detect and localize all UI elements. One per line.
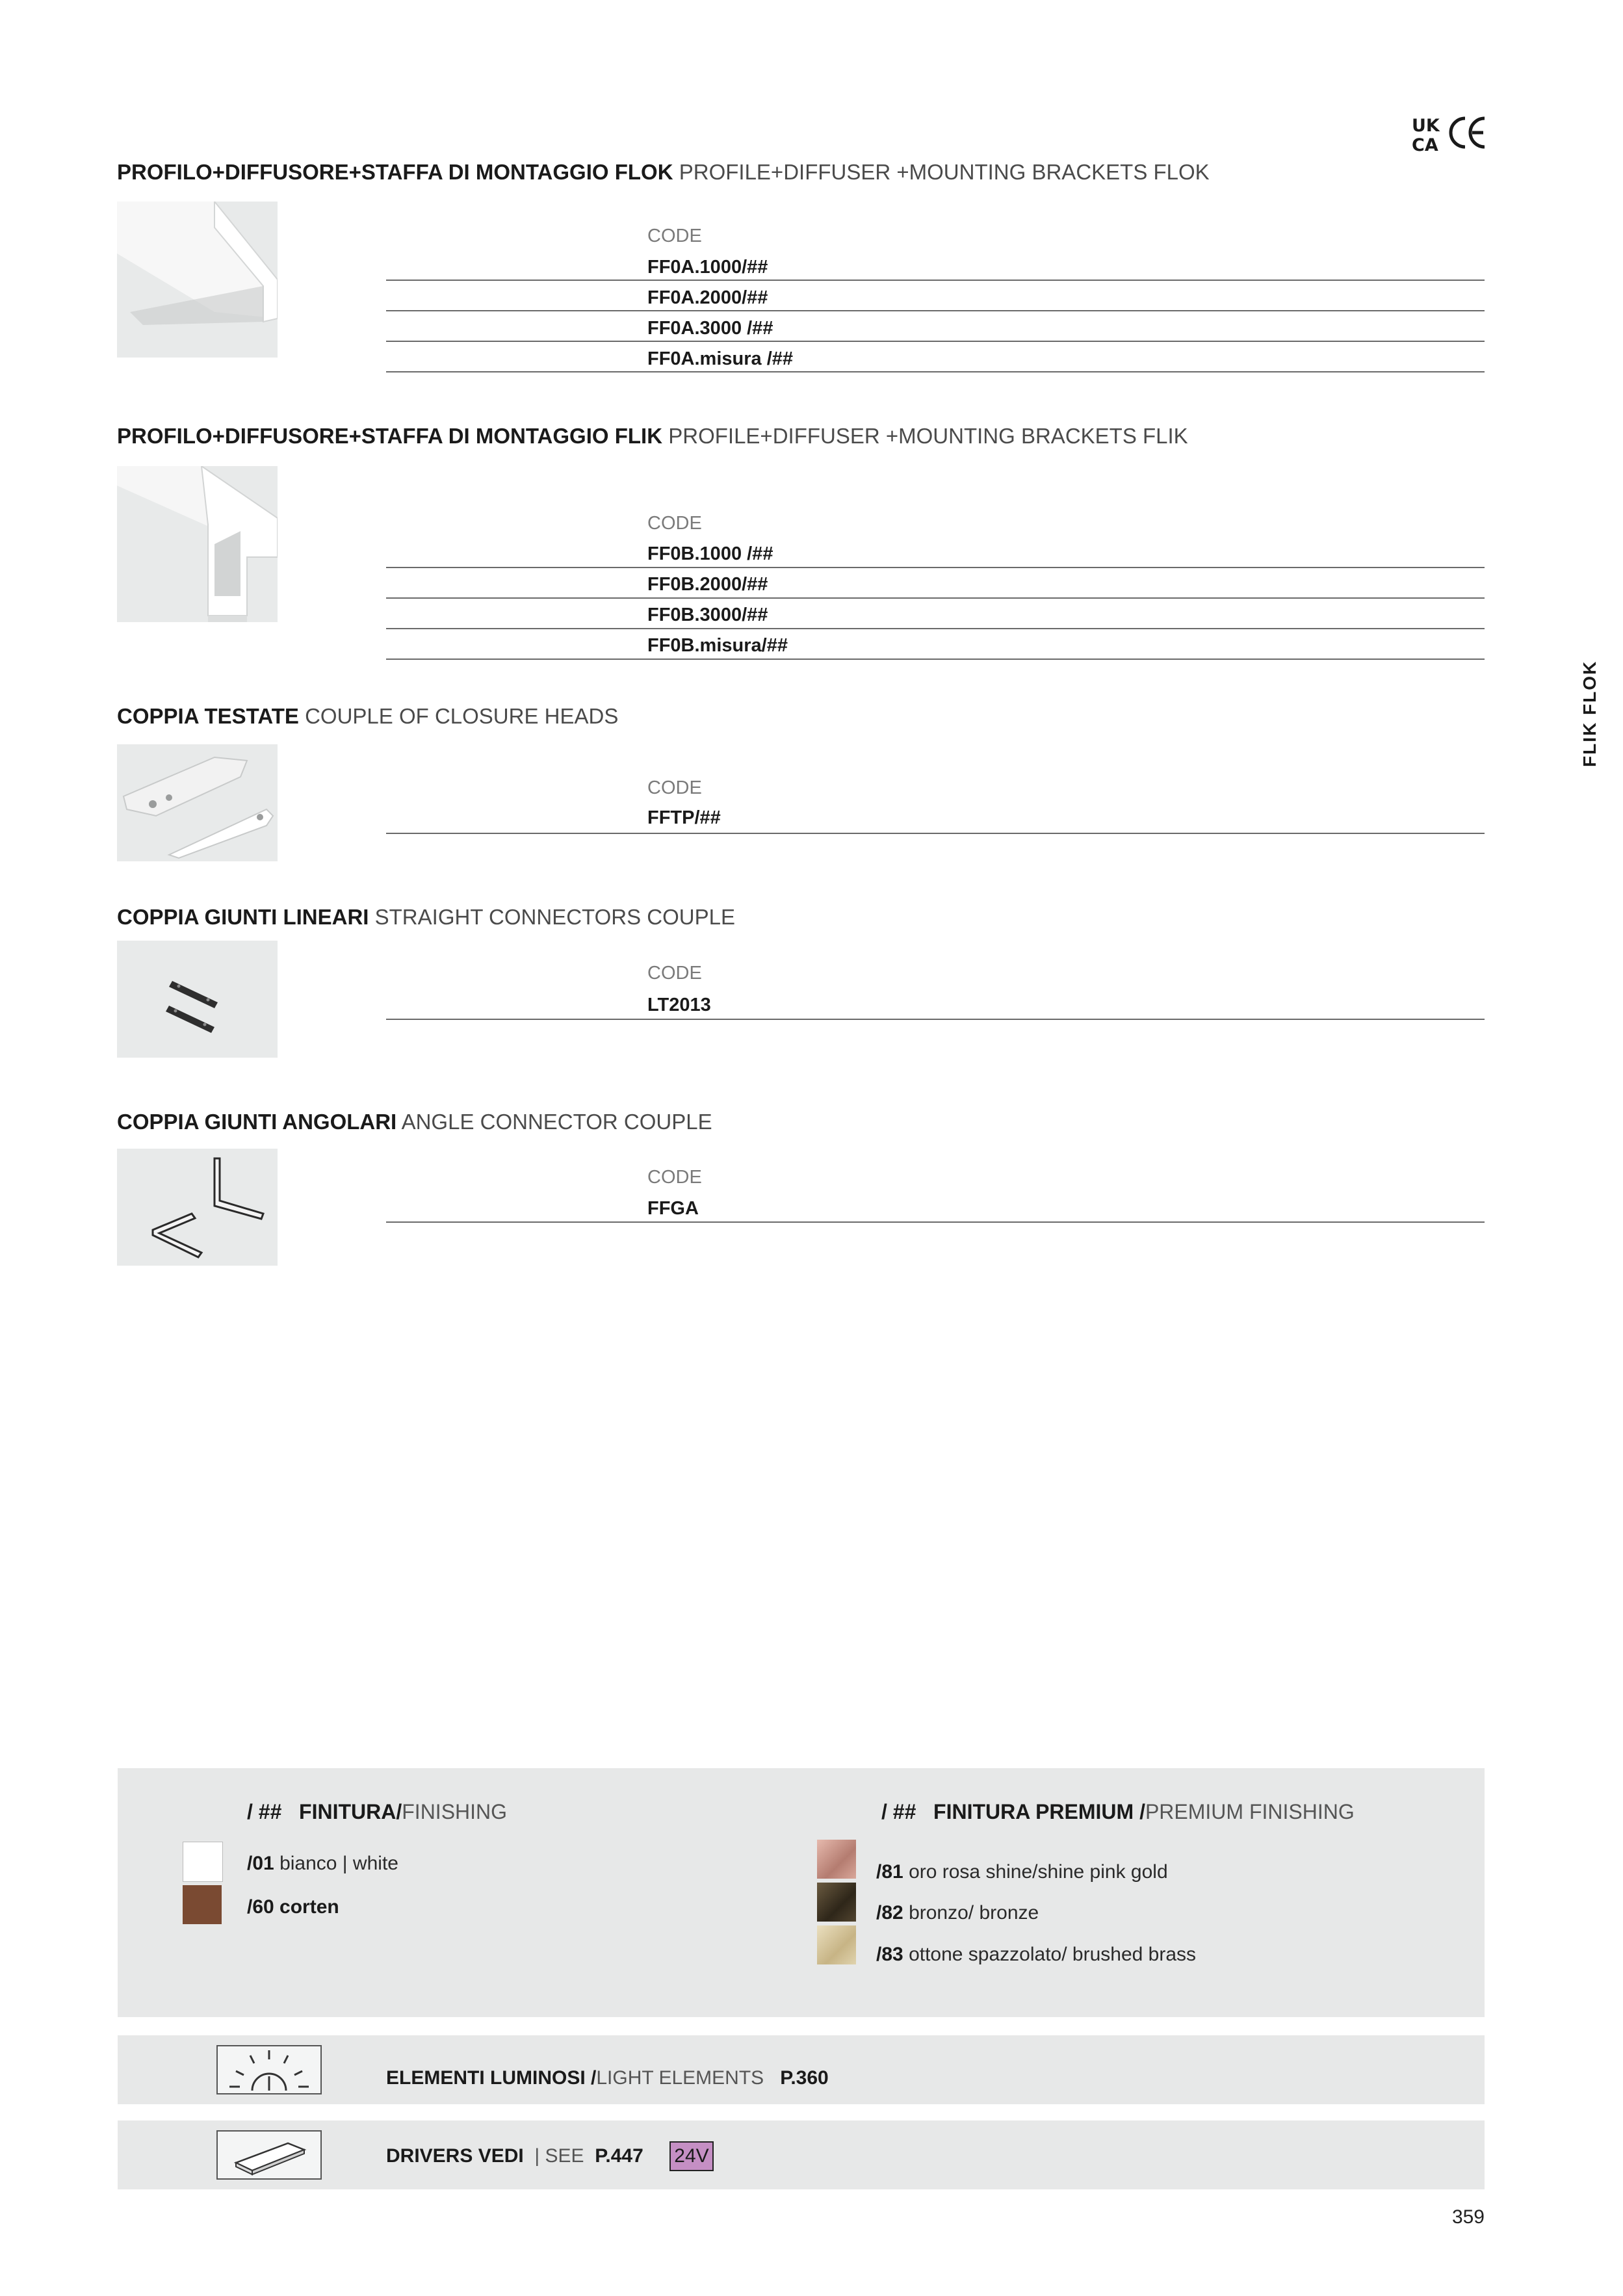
code-header: CODE bbox=[647, 1167, 702, 1188]
driver-icon bbox=[216, 2130, 322, 2180]
code-row: FF0B.misura/## bbox=[647, 635, 788, 656]
code-row: FF0A.misura /## bbox=[647, 348, 794, 369]
finishing-standard-header: / ## FINITURA/FINISHING bbox=[247, 1800, 508, 1823]
swatch-brushed-brass bbox=[817, 1925, 856, 1964]
row-divider bbox=[386, 280, 1485, 281]
light-elements-icon bbox=[216, 2045, 322, 2094]
code-header: CODE bbox=[647, 777, 702, 798]
finishing-premium-header: / ## FINITURA PREMIUM /PREMIUM FINISHING bbox=[881, 1800, 1355, 1823]
section-title-flik: PROFILO+DIFFUSORE+STAFFA DI MONTAGGIO FLIK PROFILE+DIFFUSER +MOUNTING BRACKETS FLIK bbox=[117, 424, 1188, 448]
code-row: LT2013 bbox=[647, 995, 711, 1015]
voltage-badge: 24V bbox=[669, 2141, 714, 2171]
page-number: 359 bbox=[1451, 2206, 1485, 2228]
code-row: FF0B.1000 /## bbox=[647, 543, 773, 564]
row-divider bbox=[386, 833, 1485, 834]
section-title-flok: PROFILO+DIFFUSORE+STAFFA DI MONTAGGIO FLOK PROFILE+DIFFUSER +MOUNTING BRACKETS FLOK bbox=[117, 160, 1210, 184]
row-divider bbox=[386, 371, 1485, 372]
light-elements-label: ELEMENTI LUMINOSI /LIGHT ELEMENTS P.360 bbox=[386, 2067, 829, 2089]
ukca-mark bbox=[1410, 114, 1446, 152]
row-divider bbox=[386, 628, 1485, 629]
code-row: FF0A.1000/## bbox=[647, 257, 768, 278]
swatch-pink-gold bbox=[817, 1840, 856, 1879]
finish-item-82: /82 bronzo/ bronze bbox=[876, 1902, 1039, 1924]
finish-item-60: /60 corten bbox=[247, 1896, 339, 1918]
row-divider bbox=[386, 567, 1485, 568]
side-tab-label: FLIK FLOK bbox=[1579, 660, 1600, 767]
code-row: FFGA bbox=[647, 1198, 699, 1219]
code-row: FF0A.3000 /## bbox=[647, 318, 773, 339]
code-header: CODE bbox=[647, 513, 702, 534]
code-header: CODE bbox=[647, 963, 702, 984]
straight-connectors-image bbox=[117, 941, 278, 1058]
svg-text:UK: UK bbox=[1412, 116, 1440, 136]
drivers-label: DRIVERS VEDI | SEE P.447 bbox=[386, 2145, 643, 2167]
row-divider bbox=[386, 310, 1485, 311]
swatch-bronze bbox=[817, 1883, 856, 1922]
ce-mark bbox=[1448, 114, 1487, 151]
code-row: FF0B.2000/## bbox=[647, 574, 768, 595]
section-title-straight-connectors: COPPIA GIUNTI LINEARI STRAIGHT CONNECTORS COUPLE bbox=[117, 905, 736, 929]
svg-text:CA: CA bbox=[1412, 135, 1438, 152]
angle-connectors-image bbox=[117, 1149, 278, 1266]
code-header: CODE bbox=[647, 226, 702, 246]
code-row: FF0B.3000/## bbox=[647, 605, 768, 625]
flik-profile-image bbox=[117, 466, 278, 622]
drivers-strip bbox=[118, 2120, 1485, 2189]
code-row: FFTP/## bbox=[647, 807, 721, 828]
row-divider bbox=[386, 659, 1485, 660]
row-divider bbox=[386, 1221, 1485, 1223]
row-divider bbox=[386, 597, 1485, 599]
section-title-angle-connectors: COPPIA GIUNTI ANGOLARI ANGLE CONNECTOR COUPLE bbox=[117, 1110, 712, 1134]
row-divider bbox=[386, 341, 1485, 342]
closure-heads-image bbox=[117, 744, 278, 861]
swatch-white bbox=[183, 1842, 223, 1882]
row-divider bbox=[386, 1019, 1485, 1020]
swatch-corten bbox=[183, 1885, 222, 1924]
section-title-closure-heads: COPPIA TESTATE COUPLE OF CLOSURE HEADS bbox=[117, 704, 619, 728]
finish-item-01: /01 bianco | white bbox=[247, 1853, 398, 1874]
code-row: FF0A.2000/## bbox=[647, 287, 768, 308]
flok-profile-image bbox=[117, 202, 278, 358]
finish-item-83: /83 ottone spazzolato/ brushed brass bbox=[876, 1944, 1197, 1965]
finish-item-81: /81 oro rosa shine/shine pink gold bbox=[876, 1861, 1168, 1883]
